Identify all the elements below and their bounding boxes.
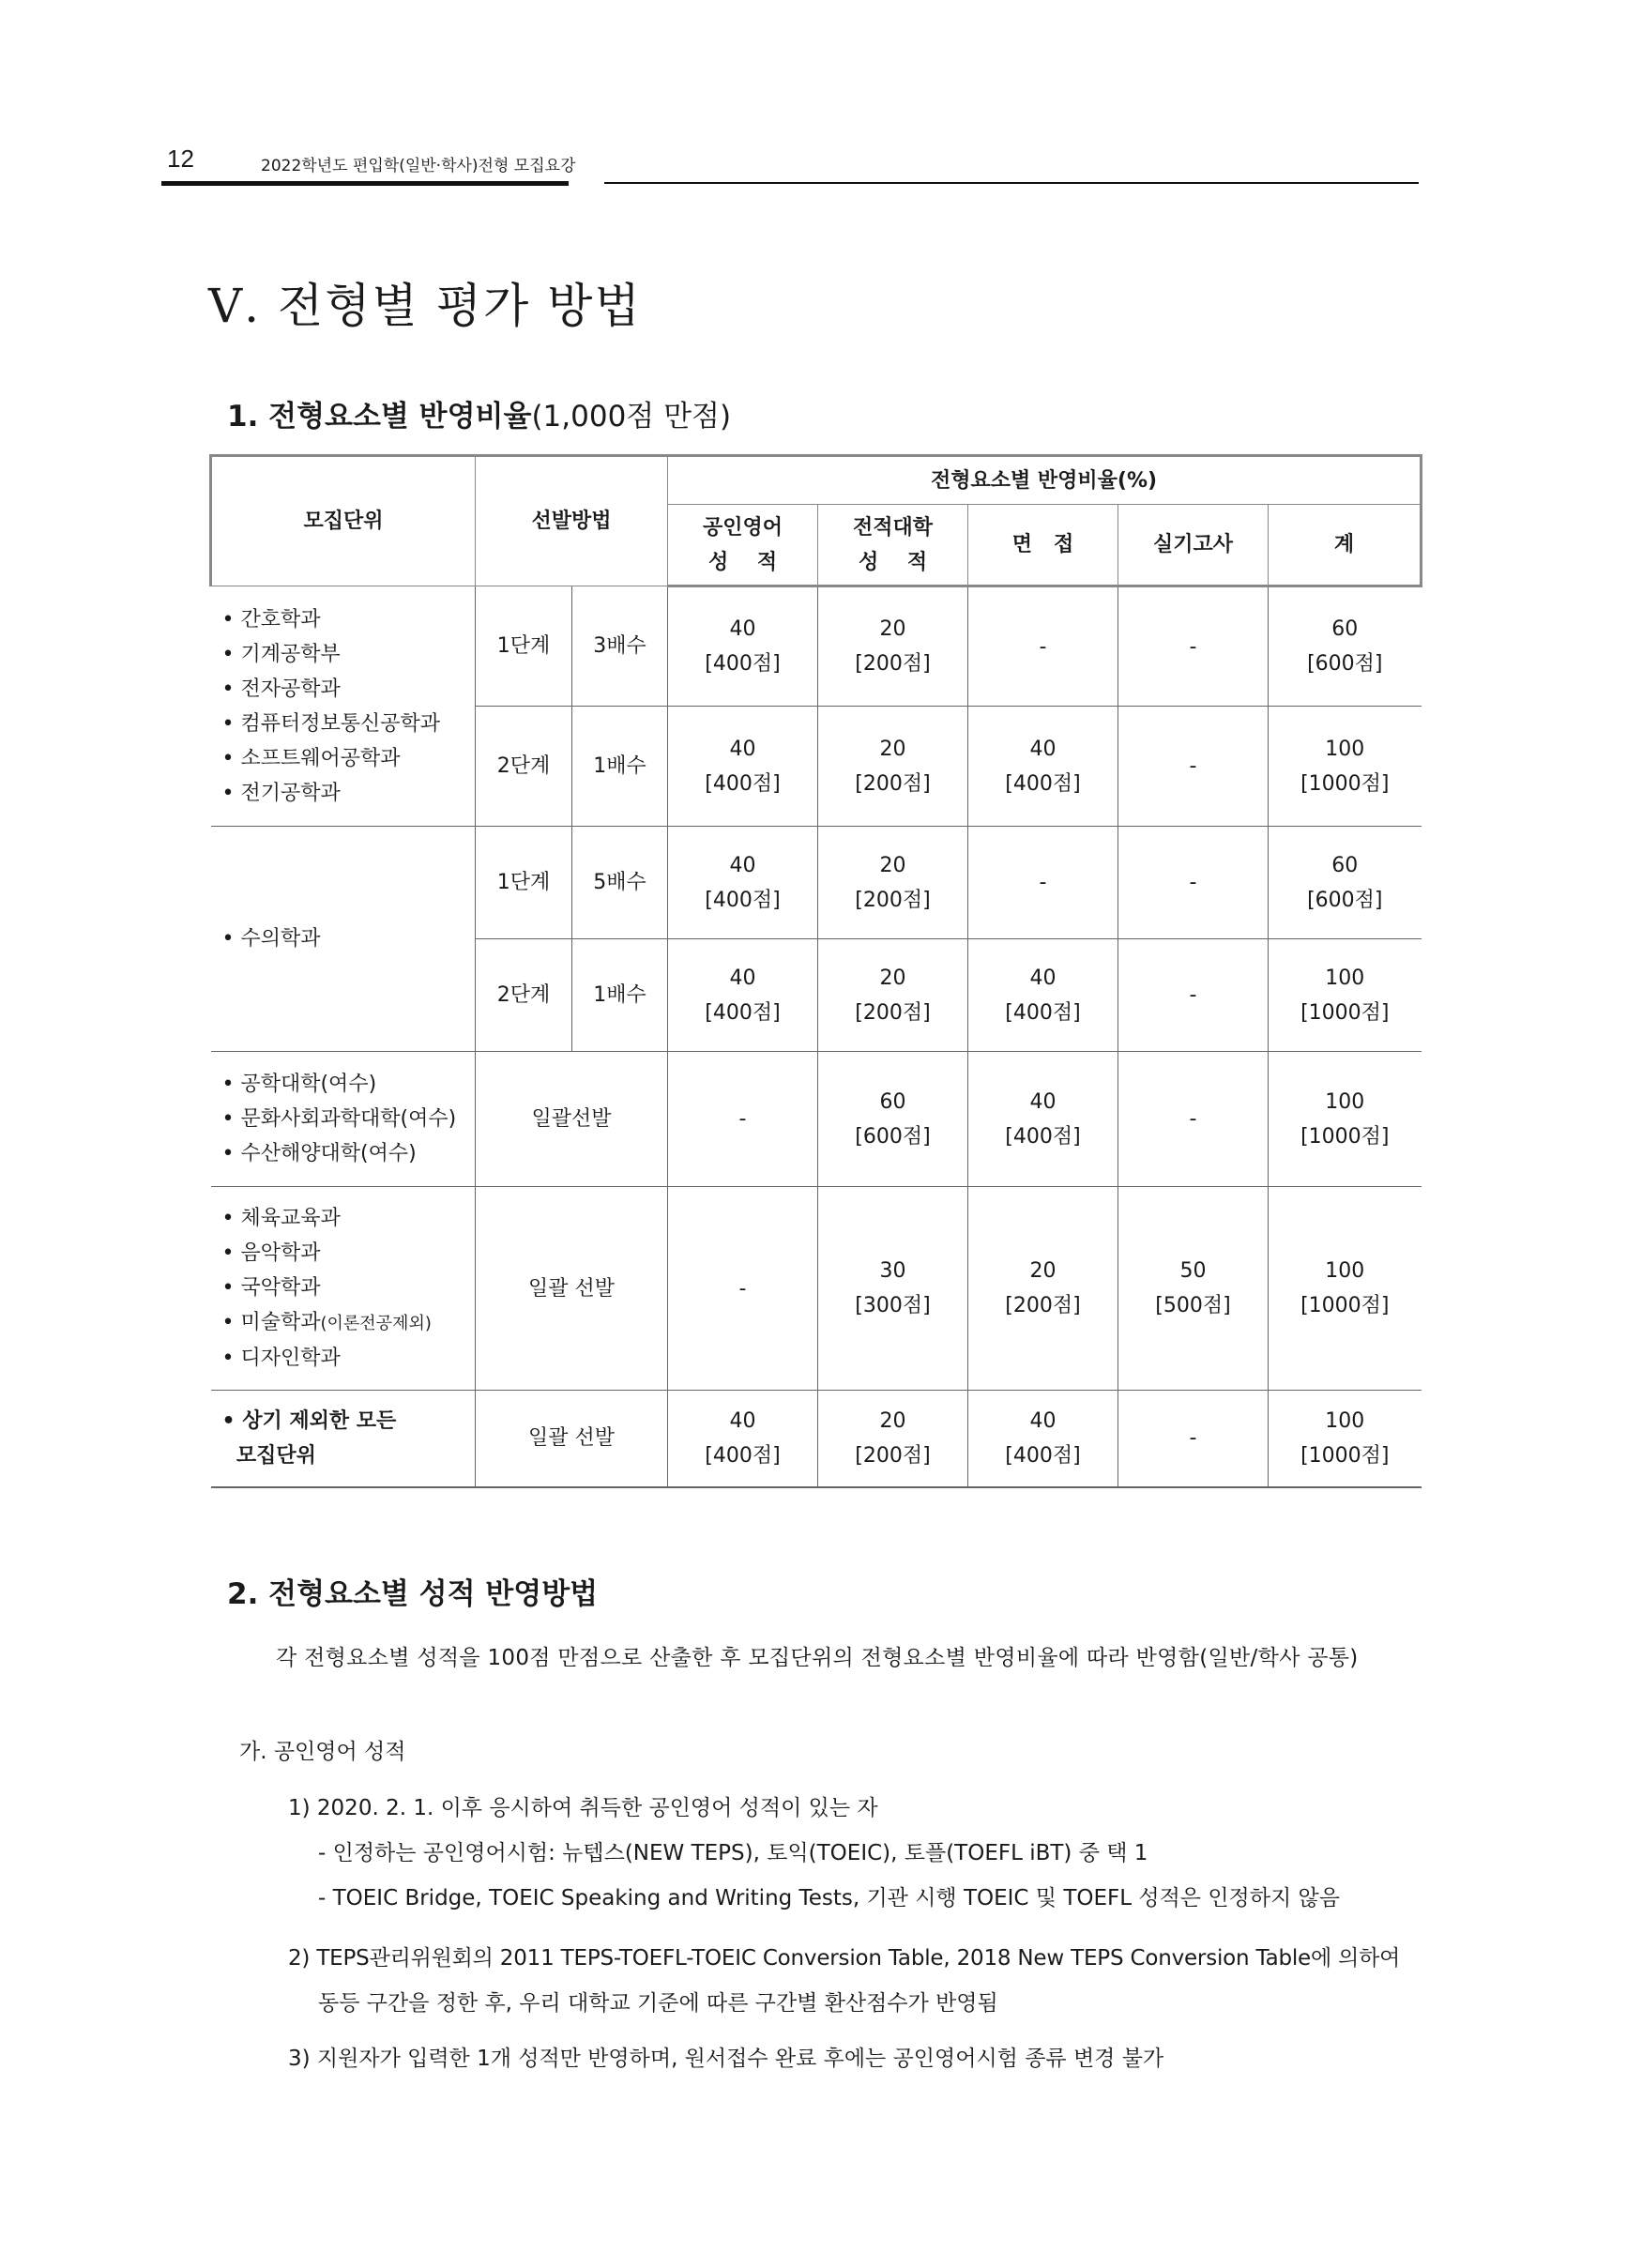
practical-cell: - [1118,939,1269,1052]
total-cell: 60 [600점] [1269,827,1422,939]
subsection-2-title: 2. 전형요소별 성적 반영방법 [227,1577,599,1611]
multiple-cell: 3배수 [572,586,668,707]
list-item: - 인정하는 공인영어시험: 뉴텝스(NEW TEPS), 토익(TOEIC), 토플(TOEFL iBT) 중 택 1 [318,1841,1148,1865]
table-row [211,1052,1422,1187]
previous-cell: 20 [200점] [818,827,968,939]
method-cell: 일괄 선발 [476,1187,668,1391]
table-row [211,586,1422,707]
multiple-cell: 1배수 [572,707,668,827]
list-item: - TOEIC Bridge, TOEIC Speaking and Writing Tests, 기관 시행 TOEIC 및 TOEFL 성적은 인정하지 않음 [318,1886,1340,1910]
interview-cell: 40 [400점] [968,1391,1118,1487]
unit-cell: • 간호학과 • 기계공학부 • 전자공학과 • 컴퓨터정보통신공학과 • 소프트웨어공학과 • 전기공학과 [211,586,476,827]
header-english: 공인영어 성 적 [668,505,818,586]
english-cell: 40 [400점] [668,707,818,827]
practical-cell: - [1118,1052,1269,1187]
header-interview: 면 접 [968,505,1118,586]
table-row [211,1187,1422,1391]
total-cell: 100 [1000점] [1269,939,1422,1052]
stage-cell: 1단계 [476,827,572,939]
multiple-cell: 1배수 [572,939,668,1052]
unit-cell: • 체육교육과 • 음악학과 • 국악학과 • 미술학과(이론전공제외) • 디자인학과 [211,1187,476,1391]
english-cell: 40 [400점] [668,939,818,1052]
interview-cell: 40 [400점] [968,1052,1118,1187]
subsection-1-title-note: (1,000점 만점) [531,400,732,434]
stage-cell: 2단계 [476,707,572,827]
practical-cell: - [1118,586,1269,707]
total-cell: 100 [1000점] [1269,1052,1422,1187]
table-row [211,1391,1422,1487]
header-practical: 실기고사 [1118,505,1269,586]
multiple-cell: 5배수 [572,827,668,939]
total-cell: 100 [1000점] [1269,707,1422,827]
item-title: 가. 공인영어 성적 [239,1740,406,1764]
method-cell: 일괄선발 [476,1052,668,1187]
header-previous-school: 전적대학 성 적 [818,505,968,586]
previous-cell: 20 [200점] [818,1391,968,1487]
subsection-1-title [227,392,731,434]
interview-cell: - [968,586,1118,707]
english-cell: - [668,1052,818,1187]
list-item: 1) 2020. 2. 1. 이후 응시하여 취득한 공인영어 성적이 있는 자 [288,1796,878,1820]
practical-cell: - [1118,1391,1269,1487]
previous-cell: 60 [600점] [818,1052,968,1187]
unit-cell: • 공학대학(여수) • 문화사회과학대학(여수) • 수산해양대학(여수) [211,1052,476,1187]
table-row [211,827,1422,939]
list-item: 2) TEPS관리위원회의 2011 TEPS-TOEFL-TOEIC Conversion Table, 2018 New TEPS Conversion Table에 의하여 [288,1946,1401,1971]
section-title: Ⅴ. 전형별 평가 방법 [208,279,642,333]
header-rule-thin [604,182,1419,184]
intro-paragraph: 각 전형요소별 성적을 100점 만점으로 산출한 후 모집단위의 전형요소별 반영비율에 따라 반영함(일반/학사 공통) [276,1646,1359,1670]
previous-cell: 30 [300점] [818,1187,968,1391]
interview-cell: 40 [400점] [968,939,1118,1052]
unit-cell: • 상기 제외한 모든 모집단위 [211,1391,476,1487]
practical-cell: - [1118,827,1269,939]
list-item: 3) 지원자가 입력한 1개 성적만 반영하며, 원서접수 완료 후에는 공인영어시험 종류 변경 불가 [288,2047,1164,2071]
header-total: 계 [1269,505,1422,586]
previous-cell: 20 [200점] [818,707,968,827]
header-ratio-group: 전형요소별 반영비율(%) [668,456,1422,505]
list-item: 동등 구간을 정한 후, 우리 대학교 기준에 따른 구간별 환산점수가 반영됨 [318,1991,998,2016]
page-number: 12 [167,145,194,173]
total-cell: 100 [1000점] [1269,1187,1422,1391]
document-title: 2022학년도 편입학(일반·학사)전형 모집요강 [261,157,576,175]
subsection-1-title-bold: 1. 전형요소별 반영비율 [227,400,532,434]
previous-cell: 20 [200점] [818,939,968,1052]
stage-cell: 2단계 [476,939,572,1052]
header-rule-thick [161,181,569,186]
header-method: 선발방법 [476,456,668,586]
practical-cell: - [1118,707,1269,827]
english-cell: 40 [400점] [668,586,818,707]
method-cell: 일괄 선발 [476,1391,668,1487]
interview-cell: - [968,827,1118,939]
stage-cell: 1단계 [476,586,572,707]
unit-cell: • 수의학과 [211,827,476,1052]
interview-cell: 40 [400점] [968,707,1118,827]
english-cell: 40 [400점] [668,827,818,939]
practical-cell: 50 [500점] [1118,1187,1269,1391]
english-cell: 40 [400점] [668,1391,818,1487]
interview-cell: 20 [200점] [968,1187,1118,1391]
total-cell: 100 [1000점] [1269,1391,1422,1487]
previous-cell: 20 [200점] [818,586,968,707]
ratio-table [209,454,1422,1488]
header-unit: 모집단위 [211,456,476,586]
unit-note: (이론전공제외) [320,1314,432,1333]
english-cell: - [668,1187,818,1391]
total-cell: 60 [600점] [1269,586,1422,707]
